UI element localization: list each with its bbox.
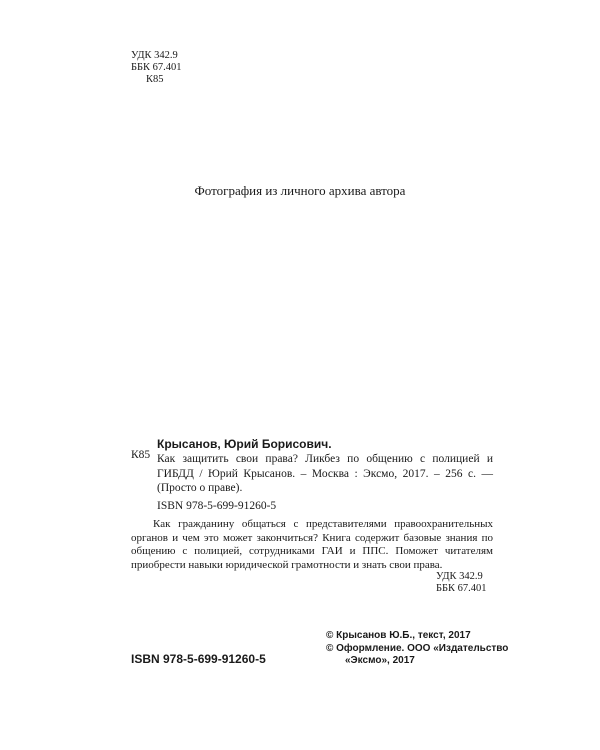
record-isbn: ISBN 978-5-699-91260-5 (157, 499, 277, 512)
annotation-text: Как гражданину общаться с представителями правоохранительных органов и чем это может закончиться? Книга содержит базовые знания по общению с полицией, сотрудниками ГАИ и ППС. Поможет читателям приобрести навыки юридической грамотности и знать свои права. (131, 518, 493, 571)
catalog-record (157, 437, 493, 513)
copyright-text-line: © Крысанов Ю.Б., текст, 2017 (326, 630, 471, 641)
annotation (131, 518, 493, 572)
bottom-classification-codes (436, 571, 487, 595)
udk-code-bottom: УДК 342.9 (436, 571, 483, 582)
bbk-code-bottom: ББК 67.401 (436, 583, 487, 594)
udk-code: УДК 342.9 (131, 50, 178, 61)
isbn-footer: ISBN 978-5-699-91260-5 (131, 652, 266, 666)
copyright-block (326, 630, 508, 668)
copyright-design-line: © Оформление. ООО «Издательство (326, 642, 509, 654)
top-classification-codes (131, 50, 182, 86)
photo-credit: Фотография из личного архива автора (194, 183, 406, 198)
bbk-code: ББК 67.401 (131, 62, 182, 73)
author-mark: К85 (146, 74, 164, 85)
record-author: Крысанов, Юрий Борисович. (157, 437, 332, 451)
record-description: Как защитить свои права? Ликбез по общению с полицией и ГИБДД / Юрий Крысанов. – Москва : Эксмо, 2017. – 256 с. — (Просто о праве). (157, 453, 493, 494)
record-author-mark: К85 (131, 449, 151, 461)
copyright-publisher-line: «Эксмо», 2017 (345, 655, 415, 666)
